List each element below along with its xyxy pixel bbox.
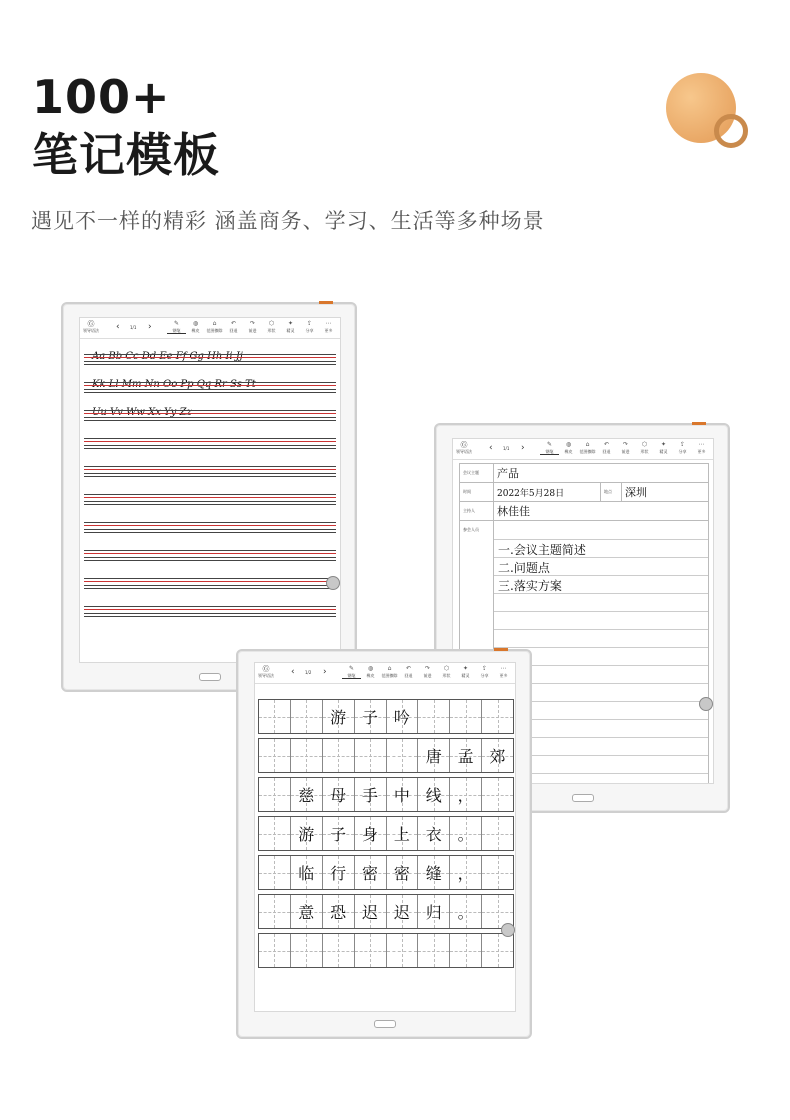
device-button [319, 301, 333, 304]
handwritten-character: 上 [393, 825, 410, 844]
toolbar-item-redo[interactable] [418, 665, 437, 679]
toolbar-item-label: 范围擦除 [206, 328, 223, 333]
home-button[interactable] [199, 673, 221, 681]
logo-icon: Ⓖ [87, 320, 95, 328]
handwritten-character: 恐 [330, 903, 347, 922]
topic-value[interactable]: 产品 [497, 467, 519, 480]
grid-row [258, 699, 514, 734]
chevron-right-icon[interactable]: › [148, 322, 152, 332]
grid-cell [323, 817, 355, 850]
share-icon: ⇪ [481, 665, 488, 672]
grid-cell [450, 856, 482, 889]
chevron-left-icon[interactable]: ‹ [116, 322, 120, 332]
toolbar-item-label: 形状 [267, 328, 276, 333]
grid-cell [291, 856, 323, 889]
scroll-handle[interactable] [326, 576, 340, 590]
toolbar-logo[interactable]: Ⓖ 领导语法 [258, 665, 274, 678]
chevron-right-icon[interactable]: › [521, 443, 525, 453]
toolbar-item-label: 钢笔 [545, 449, 554, 454]
logo-icon: Ⓖ [460, 441, 468, 449]
place-value[interactable]: 深圳 [625, 486, 647, 499]
ruled-lines [84, 494, 336, 508]
time-row [460, 483, 708, 502]
toolbar-item-eraser[interactable] [186, 320, 205, 334]
chevron-left-icon[interactable]: ‹ [489, 443, 493, 453]
toolbar-item-label: 分享 [305, 328, 314, 333]
page-indicator: 1/2 [305, 670, 312, 675]
grid-cell [482, 700, 513, 733]
ruled-lines [84, 438, 336, 452]
toolbar-item-undo[interactable] [597, 441, 616, 455]
grid-cell [323, 895, 355, 928]
handwritten-character: 迟 [362, 903, 379, 922]
logo-icon: Ⓖ [262, 665, 270, 673]
grid-cell [387, 934, 419, 967]
lasso-icon: ⌂ [585, 441, 590, 448]
handwritten-character: 行 [330, 864, 347, 883]
grid-cell [387, 739, 419, 772]
headline-title: 笔记模板 [32, 128, 220, 182]
toolbar-item-share[interactable] [673, 441, 692, 455]
grid-cell [259, 778, 291, 811]
undo-icon: ↶ [405, 665, 412, 672]
scroll-handle[interactable] [699, 697, 713, 711]
toolbar-item-redo[interactable] [616, 441, 635, 455]
sprite-icon: ✦ [660, 441, 667, 448]
toolbar-item-label: 形状 [442, 673, 451, 678]
redo-icon: ↷ [622, 441, 629, 448]
more-icon: ⋯ [500, 665, 507, 672]
ruled-lines [84, 606, 336, 620]
lasso-icon: ⌂ [212, 320, 217, 327]
toolbar-item-label: 范围擦除 [579, 449, 596, 454]
handwritten-character: 。 [457, 903, 474, 922]
grid-cell [450, 934, 482, 967]
grid-cell [450, 778, 482, 811]
eraser-icon: ◍ [565, 441, 572, 448]
home-button[interactable] [374, 1020, 396, 1028]
toolbar [453, 439, 713, 460]
toolbar-item-label: 前进 [248, 328, 257, 333]
decorative-ring [714, 114, 748, 148]
handwritten-character: 衣 [425, 825, 442, 844]
toolbar [80, 318, 340, 339]
grid-cell [291, 895, 323, 928]
toolbar-item-undo[interactable] [399, 665, 418, 679]
grid-cell [259, 856, 291, 889]
toolbar-item-pen[interactable] [342, 665, 361, 679]
handwritten-character: 子 [330, 825, 347, 844]
eraser-icon: ◍ [192, 320, 199, 327]
undo-icon: ↶ [230, 320, 237, 327]
chevron-left-icon[interactable]: ‹ [291, 667, 295, 677]
shape-icon: ⬡ [443, 665, 450, 672]
grid-row [258, 894, 514, 929]
toolbar-logo[interactable]: Ⓖ 领导语法 [83, 320, 99, 333]
grid-cell [323, 856, 355, 889]
toolbar-item-lasso[interactable] [380, 665, 399, 679]
grid-cell [355, 700, 387, 733]
toolbar-item-label: 更多 [499, 673, 508, 678]
toolbar-item-label: 分享 [480, 673, 489, 678]
toolbar-item-label: 分享 [678, 449, 687, 454]
time-value[interactable]: 2022年5月28日 [497, 489, 565, 499]
grid-cell [355, 817, 387, 850]
toolbar-tools [342, 665, 513, 679]
toolbar-item-label: 橡皮 [564, 449, 573, 454]
toolbar-tools [167, 320, 338, 334]
handwritten-character: 子 [362, 708, 379, 727]
subtitle: 遇见不一样的精彩 涵盖商务、学习、生活等多种场景 [31, 209, 545, 233]
host-row [460, 502, 708, 521]
ruled-lines [84, 410, 336, 424]
grid-row [258, 816, 514, 851]
toolbar-item-label: 前进 [423, 673, 432, 678]
grid-cell [323, 934, 355, 967]
handwritten-character: 。 [457, 825, 474, 844]
grid-cell [387, 895, 419, 928]
grid-cell [355, 895, 387, 928]
time-label: 时间 [460, 483, 494, 501]
grid-cell [355, 778, 387, 811]
toolbar-item-redo[interactable] [243, 320, 262, 334]
toolbar-logo[interactable]: Ⓖ 领导语法 [456, 441, 472, 454]
handwritten-character: 临 [298, 864, 315, 883]
toolbar-item-label: 精灵 [286, 328, 295, 333]
toolbar-item-more[interactable] [494, 665, 513, 679]
share-icon: ⇪ [306, 320, 313, 327]
toolbar-item-sprite[interactable] [281, 320, 300, 334]
grid-cell [323, 778, 355, 811]
grid-cell [259, 895, 291, 928]
toolbar-item-label: 钢笔 [172, 328, 181, 333]
device-screen [254, 662, 516, 1012]
ruled-lines [84, 550, 336, 564]
grid-row [258, 777, 514, 812]
toolbar-tools [540, 441, 711, 455]
undo-icon: ↶ [603, 441, 610, 448]
grid-cell [387, 778, 419, 811]
shape-icon: ⬡ [641, 441, 648, 448]
chevron-right-icon[interactable]: › [323, 667, 327, 677]
grid-cell [291, 778, 323, 811]
lasso-icon: ⌂ [387, 665, 392, 672]
toolbar-item-label: 更多 [697, 449, 706, 454]
toolbar-item-label: 回退 [602, 449, 611, 454]
device-button [692, 422, 706, 425]
more-icon: ⋯ [698, 441, 705, 448]
toolbar-item-pen[interactable] [167, 320, 186, 334]
grid-row [258, 933, 514, 968]
handwritten-character: 手 [362, 786, 379, 805]
toolbar-item-undo[interactable] [224, 320, 243, 334]
toolbar-item-shape[interactable] [262, 320, 281, 334]
toolbar-item-label: 回退 [404, 673, 413, 678]
sprite-icon: ✦ [462, 665, 469, 672]
toolbar-item-label: 橡皮 [366, 673, 375, 678]
toolbar-item-share[interactable] [475, 665, 494, 679]
toolbar [255, 663, 515, 684]
grid-cell [291, 700, 323, 733]
grid-cell [450, 817, 482, 850]
grid-cell [450, 739, 482, 772]
grid-cell [259, 700, 291, 733]
toolbar-item-label: 橡皮 [191, 328, 200, 333]
grid-row [258, 855, 514, 890]
grid-cell [482, 934, 513, 967]
handwritten-character: 缝 [425, 864, 442, 883]
toolbar-item-label: 回退 [229, 328, 238, 333]
device-calligraphy-template [236, 649, 532, 1039]
device-button [494, 648, 508, 651]
pen-icon: ✎ [348, 665, 355, 672]
handwritten-character: 迟 [393, 903, 410, 922]
grid-cell [418, 934, 450, 967]
handwritten-character: ， [457, 786, 474, 805]
host-label: 主持人 [460, 502, 494, 520]
handwritten-character: 密 [362, 864, 379, 883]
grid-cell [482, 817, 513, 850]
toolbar-item-lasso[interactable] [578, 441, 597, 455]
toolbar-item-label: 钢笔 [347, 673, 356, 678]
grid-cell [450, 895, 482, 928]
ruled-lines [84, 466, 336, 480]
grid-cell [291, 817, 323, 850]
grid-cell [418, 700, 450, 733]
toolbar-item-shape[interactable] [635, 441, 654, 455]
grid-cell [482, 778, 513, 811]
handwritten-character: 慈 [298, 786, 315, 805]
grid-cell [418, 778, 450, 811]
toolbar-item-label: 精灵 [659, 449, 668, 454]
toolbar-item-pen[interactable] [540, 441, 559, 455]
handwritten-character: 身 [362, 825, 379, 844]
grid-cell [355, 856, 387, 889]
device-screen [79, 317, 341, 663]
ruled-lines [84, 354, 336, 368]
pen-icon: ✎ [173, 320, 180, 327]
handwritten-character: 郊 [489, 747, 506, 766]
eraser-icon: ◍ [367, 665, 374, 672]
share-icon: ⇪ [679, 441, 686, 448]
toolbar-item-sprite[interactable] [654, 441, 673, 455]
topic-label: 会议主题 [460, 464, 494, 482]
handwritten-character: 母 [330, 786, 347, 805]
grid-cell [259, 934, 291, 967]
ruled-lines [84, 522, 336, 536]
grid-cell [387, 700, 419, 733]
note-line: 二.问题点 [498, 561, 550, 575]
handwritten-character: 线 [425, 786, 442, 805]
toolbar-item-label: 精灵 [461, 673, 470, 678]
grid-cell [291, 739, 323, 772]
handwritten-character: 意 [298, 903, 315, 922]
toolbar-item-share[interactable] [300, 320, 319, 334]
place-label: 地点 [600, 483, 622, 501]
toolbar-item-eraser[interactable] [559, 441, 578, 455]
handwritten-character: 归 [425, 903, 442, 922]
handwritten-character: 密 [393, 864, 410, 883]
sprite-icon: ✦ [287, 320, 294, 327]
grid-cell [387, 856, 419, 889]
shape-icon: ⬡ [268, 320, 275, 327]
toolbar-item-more[interactable] [319, 320, 338, 334]
grid-cell [418, 895, 450, 928]
grid-cell [355, 934, 387, 967]
grid-cell [323, 739, 355, 772]
handwritten-character: 游 [298, 825, 315, 844]
headline-count: 100+ [32, 70, 171, 124]
grid-cell [418, 856, 450, 889]
home-button[interactable] [572, 794, 594, 802]
grid-cell [418, 817, 450, 850]
grid-cell [355, 739, 387, 772]
page-indicator: 1/1 [503, 446, 510, 451]
handwritten-character: 中 [393, 786, 410, 805]
toolbar-item-lasso[interactable] [205, 320, 224, 334]
pen-icon: ✎ [546, 441, 553, 448]
grid-cell [450, 700, 482, 733]
toolbar-item-label: 范围擦除 [381, 673, 398, 678]
grid-cell [259, 739, 291, 772]
grid-cell [418, 739, 450, 772]
grid-cell [482, 739, 513, 772]
redo-icon: ↷ [424, 665, 431, 672]
scroll-handle[interactable] [501, 923, 515, 937]
toolbar-item-eraser[interactable] [361, 665, 380, 679]
toolbar-item-shape[interactable] [437, 665, 456, 679]
host-value[interactable]: 林佳佳 [497, 505, 530, 518]
toolbar-item-more[interactable] [692, 441, 711, 455]
note-line: 一.会议主题简述 [498, 543, 586, 557]
grid-cell [482, 856, 513, 889]
handwritten-character: 孟 [457, 747, 474, 766]
device-english-template [61, 302, 357, 692]
grid-row [258, 738, 514, 773]
toolbar-item-label: 形状 [640, 449, 649, 454]
grid-cell [259, 817, 291, 850]
grid-cell [323, 700, 355, 733]
grid-cell [291, 934, 323, 967]
handwritten-character: 吟 [393, 708, 410, 727]
handwritten-character: ， [457, 864, 474, 883]
topic-row [460, 464, 708, 483]
handwritten-character: 游 [330, 708, 347, 727]
more-icon: ⋯ [325, 320, 332, 327]
grid-cell [387, 817, 419, 850]
handwritten-character: 唐 [425, 747, 442, 766]
page-indicator: 1/1 [130, 325, 137, 330]
note-line: 三.落实方案 [498, 579, 562, 593]
redo-icon: ↷ [249, 320, 256, 327]
attendee-label: 参会人员 [460, 521, 494, 784]
ruled-lines [84, 382, 336, 396]
toolbar-item-label: 前进 [621, 449, 630, 454]
ruled-lines [84, 578, 336, 592]
toolbar-item-label: 更多 [324, 328, 333, 333]
toolbar-item-sprite[interactable] [456, 665, 475, 679]
